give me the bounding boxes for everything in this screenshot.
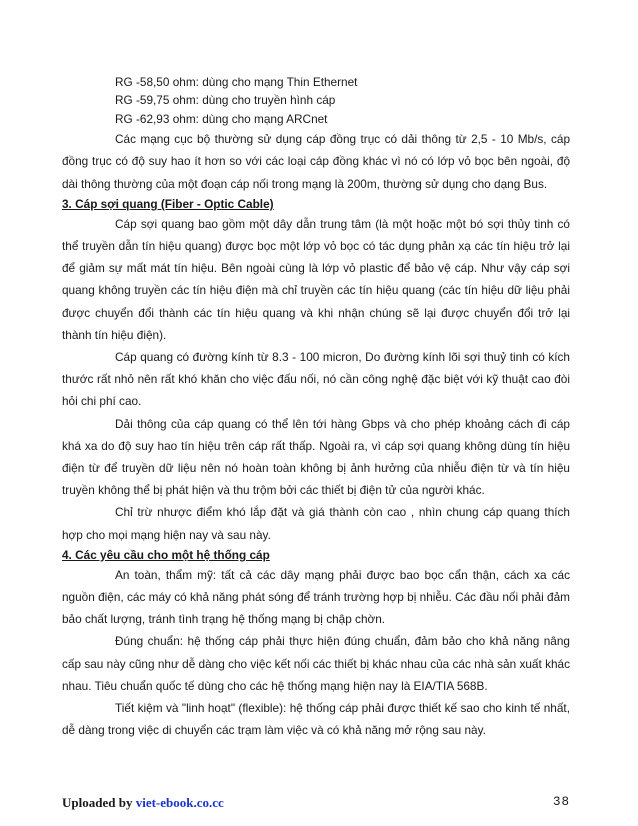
coax-paragraph: Các mạng cục bộ thường sử dụng cáp đồng trục có dải thông từ 2,5 - 10 Mb/s, cáp đồng trục có độ suy hao ít hơn so với các loại cáp đồng khác vì nó có lớp vỏ bọc bên ngoài, độ dài thông thường của một đoạn cáp nối trong mạng là 200m, thường sử dụng cho dạng Bus.	[62, 132, 570, 191]
requirements-paragraph-3: Tiết kiệm và "linh hoạt" (flexible): hệ thống cáp phải được thiết kế sao cho kinh tế nhất, dễ dàng trong việc di chuyển các trạm làm việc và có khả năng mở rộng sau này.	[62, 701, 570, 738]
section-heading-fiber: 3. Cáp sợi quang (Fiber - Optic Cable)	[62, 196, 274, 211]
rg62-line: RG -62,93 ohm: dùng cho mạng ARCnet	[115, 111, 328, 126]
fiber-paragraph-1: Cáp sợi quang bao gồm một dây dẫn trung tâm (là một hoặc một bó sợi thủy tinh có thể truyền dẫn tín hiệu quang) được bọc một lớp vỏ bọc có tác dụng phản xạ các tín hiệu trở lại để giảm sự mất mát tín hiệu. Bên ngoài cùng là lớp vỏ plastic để bảo vệ cáp. Như vậy cáp sợi quang không truyền các tín hiệu điện mà chỉ truyền các tín hiệu quang (các tín hiệu dữ liệu phải được chuyển đổi thành các tín hiệu quang và khi nhận chúng sẽ lại được chuyển đổi trở lại thành tín hiệu điện).	[62, 216, 570, 342]
rg59-line: RG -59,75 ohm: dùng cho truyền hình cáp	[115, 93, 336, 108]
section-heading-requirements: 4. Các yêu cầu cho một hệ thống cáp	[62, 547, 270, 562]
fiber-paragraph-3: Dải thông của cáp quang có thể lên tới hàng Gbps và cho phép khoảng cách đi cáp khá xa do độ suy hao tín hiệu trên cáp rất thấp. Ngoài ra, vì cáp sợi quang không dùng tín hiệu điện từ để truyền dữ liệu nên nó hoàn toàn không bị ảnh hưởng của nhiễu điện từ và tín hiệu truyền không thể bị phát hiện và thu trộm bởi các thiết bị điện tử của người khác.	[62, 416, 570, 498]
document-body	[62, 73, 570, 742]
requirements-paragraph-2: Đúng chuẩn: hệ thống cáp phải thực hiện đúng chuẩn, đảm bảo cho khả năng nâng cấp sau này cũng như dễ dàng cho việc kết nối các thiết bị khác nhau của các nhà sản xuất khác nhau. Tiêu chuẩn quốc tế dùng cho các hệ thống mạng hiện nay là EIA/TIA 568B.	[62, 634, 570, 693]
page-footer	[62, 795, 570, 811]
footer-site-link[interactable]: viet-ebook.co.cc	[135, 795, 224, 810]
requirements-paragraph-1: An toàn, thẩm mỹ: tất cả các dây mạng phải được bao bọc cẩn thận, cách xa các nguồn điện, các máy có khả năng phát sóng để tránh trường hợp bị nhiễu. Các đầu nối phải đảm bảo chất lượng, tránh tình trạng hệ thống mạng bị chập chờn.	[62, 567, 570, 627]
footer-uploaded-by: Uploaded by	[62, 795, 133, 810]
fiber-paragraph-2: Cáp quang có đường kính từ 8.3 - 100 micron, Do đường kính lõi sợi thuỷ tinh có kích thước rất nhỏ nên rất khó khăn cho việc đấu nối, nó cần công nghệ đặc biệt với kỹ thuật cao đòi hỏi chi phí cao.	[62, 350, 570, 409]
page-number: 38	[552, 795, 570, 809]
rg58-line: RG -58,50 ohm: dùng cho mạng Thin Ethernet	[115, 75, 358, 89]
fiber-paragraph-4: Chỉ trừ nhược điểm khó lắp đặt và giá thành còn cao , nhìn chung cáp quang thích hợp cho mọi mạng hiện nay và sau này.	[62, 505, 570, 542]
